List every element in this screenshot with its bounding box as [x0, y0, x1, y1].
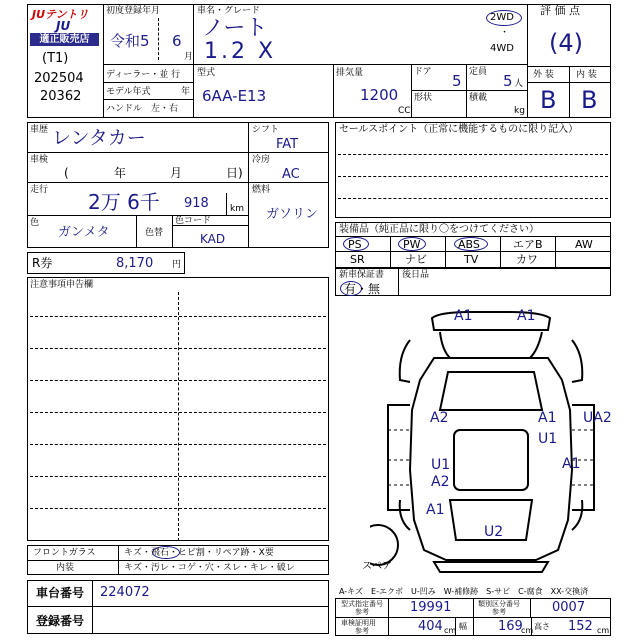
notes-label: 注意事項申告欄: [30, 280, 94, 290]
capacity-value: 5: [503, 72, 513, 90]
logo-tentori: JUテントリ: [32, 8, 89, 21]
inspection-month: 月: [170, 166, 183, 180]
displacement-value: 1200: [360, 86, 399, 104]
shape-label: 形状: [414, 93, 433, 103]
inspection-paren: (: [64, 166, 69, 180]
shift-label: シフト: [252, 125, 280, 135]
equip-abs: ABS: [458, 238, 480, 251]
door-label: ドア: [414, 67, 432, 77]
color-code-label: 色コード: [175, 216, 212, 226]
cooling-value: AC: [282, 167, 300, 182]
equip-leather: カワ: [516, 253, 538, 266]
damage-u1-left: U1: [431, 457, 451, 473]
color-change-label: 色替: [145, 228, 164, 238]
spec-model-value: 19991: [410, 600, 452, 615]
spec-class-value: 0007: [552, 600, 586, 615]
inspection-year: 年: [114, 166, 127, 180]
chassis-value: 224072: [100, 585, 150, 600]
spec-height-value: 152: [568, 619, 593, 634]
recycle-value: 8,170: [116, 256, 154, 271]
front-glass-label: フロントガラス: [33, 548, 96, 558]
hood-outline: [440, 332, 542, 358]
exterior-grade: B: [540, 86, 557, 114]
header-block: [27, 4, 611, 118]
chassis-label: 車台番号: [36, 586, 85, 600]
spec-model-label: 型式指定番号: [341, 600, 383, 608]
score-value: (4): [549, 29, 583, 57]
handle-label: ハンドル 左・右: [106, 104, 179, 114]
model-label: 型式: [197, 68, 216, 78]
sales-point-label: セールスポイント（正常に機能するものに限り記入）: [339, 124, 579, 135]
logo-ju: JU: [56, 19, 71, 33]
sales-point-block: [335, 122, 611, 218]
capacity-label: 定員: [469, 67, 488, 77]
logo: [30, 6, 101, 46]
first-reg-label: 初度登録年月: [106, 6, 161, 16]
warranty-value: 有・無: [344, 282, 381, 296]
recall-label: 後日品: [402, 270, 430, 280]
left-side: [388, 405, 410, 510]
lot-number-1: 202504: [34, 71, 84, 86]
fuel-value: ガソリン: [266, 207, 319, 222]
right-rear-wheel: [572, 500, 582, 530]
spec-class-label: 類別区分番号: [478, 600, 520, 608]
spec-width-value: 169: [498, 619, 523, 634]
capacity-unit: 人: [514, 79, 524, 89]
damage-a2-left2: A2: [431, 474, 450, 490]
load-unit: kg: [514, 106, 525, 116]
car-name: ノート: [202, 16, 268, 41]
mileage-sub: 918: [184, 196, 209, 211]
first-reg-month-unit: 月: [184, 52, 194, 62]
inspection-day: 日): [226, 166, 243, 180]
model-year-unit: 年: [181, 87, 191, 97]
mileage-value: 2万 6千: [88, 190, 160, 214]
color-code: KAD: [200, 232, 226, 246]
displacement-label: 排気量: [336, 68, 364, 78]
mileage-unit: km: [230, 204, 244, 214]
spare-tire: [370, 525, 398, 565]
damage-a1-mid: A1: [538, 410, 557, 426]
equip-navi: ナビ: [405, 253, 427, 266]
lot-number-2: 20362: [40, 89, 82, 104]
history-value: レンタカー: [52, 127, 146, 149]
displacement-unit: CC: [398, 106, 411, 116]
exterior-label: 外 装: [533, 70, 554, 80]
drive-dot: ・: [500, 28, 510, 38]
spec-length-ref: 参考: [355, 627, 369, 635]
equip-tv: TV: [464, 253, 479, 266]
interior-cond-value: キズ・汚レ・コゲ・穴・スレ・キレ・破レ: [124, 563, 295, 573]
damage-ua2: UA2: [583, 410, 612, 426]
shift-value: FAT: [276, 137, 299, 152]
spec-height-unit: cm: [597, 626, 610, 635]
equip-airbag: エアB: [513, 238, 543, 251]
damage-a1-left-low: A1: [426, 502, 445, 518]
interior-grade: B: [581, 86, 598, 114]
car-grade: 1.2 X: [204, 39, 277, 64]
interior-cond-label: 内装: [56, 563, 75, 573]
damage-a1-front-right: A1: [517, 308, 536, 324]
spec-width-label: 幅: [459, 622, 467, 631]
spec-length-value: 404: [418, 619, 443, 634]
damage-u1-mid: U1: [538, 431, 558, 447]
history-label: 車歴: [30, 125, 49, 135]
damage-u2: U2: [484, 524, 504, 540]
logo-badge: 適正販売店: [30, 33, 99, 46]
recycle-unit: 円: [172, 260, 182, 270]
drive-2wd: 2WD: [490, 12, 514, 23]
damage-a1-front-left: A1: [454, 308, 473, 324]
equip-aw: AW: [575, 238, 593, 251]
equipment-label: 装備品（純正品に限り〇をつけてください）: [339, 224, 539, 235]
spec-class-ref: 参考: [492, 608, 506, 616]
load-label: 積載: [469, 93, 488, 103]
recycle-label: R券: [32, 256, 53, 270]
front-glass-value: キズ・飛石・ヒビ割・リペア跡・X要: [124, 548, 274, 558]
lot-code: (T1): [42, 51, 69, 66]
spec-height-label: 高さ: [534, 622, 550, 631]
car-name-label: 車名・グレード: [197, 6, 261, 16]
interior-label: 内 装: [576, 70, 597, 80]
left-front-wheel: [400, 340, 410, 382]
damage-legend: A-キズ E-エクボ U-凹み W-補修跡 S-サビ C-腐食 XX-交換済: [339, 587, 589, 596]
windshield: [440, 372, 542, 410]
cooling-label: 冷房: [252, 155, 271, 165]
spec-length-unit: cm: [444, 626, 457, 635]
first-reg-month: 6: [172, 32, 182, 50]
damage-a2-left: A2: [430, 410, 449, 426]
damage-a1-right: A1: [562, 456, 581, 472]
roof: [454, 430, 528, 490]
equip-ps: PS: [348, 238, 362, 251]
color-value: ガンメタ: [58, 225, 110, 240]
model-year-label: モデル年式: [106, 87, 151, 97]
spec-width-unit: cm: [521, 626, 534, 635]
fuel-label: 燃料: [252, 185, 271, 195]
equip-pw: PW: [403, 238, 421, 251]
rear-bumper: [434, 562, 548, 572]
left-rear-wheel: [400, 500, 410, 530]
inspection-label: 車検: [30, 155, 49, 165]
warranty-label: 新車保証書: [339, 270, 385, 280]
mileage-label: 走行: [30, 185, 49, 195]
color-label: 色: [30, 218, 40, 228]
spec-model-ref: 参考: [355, 608, 369, 616]
dealer-label: ディーラー・並 行: [106, 70, 181, 80]
equip-sr: SR: [350, 253, 365, 266]
door-value: 5: [452, 72, 462, 90]
right-front-wheel: [572, 340, 582, 382]
spec-length-label: 車検証明用: [341, 619, 376, 627]
model-value: 6AA-E13: [202, 87, 267, 105]
first-reg-era: 令和5: [110, 32, 150, 50]
spare-label: スペア: [362, 561, 392, 572]
reg-no-label: 登録番号: [36, 614, 85, 628]
score-label: 評 価 点: [540, 4, 580, 17]
drive-4wd: 4WD: [490, 43, 514, 54]
